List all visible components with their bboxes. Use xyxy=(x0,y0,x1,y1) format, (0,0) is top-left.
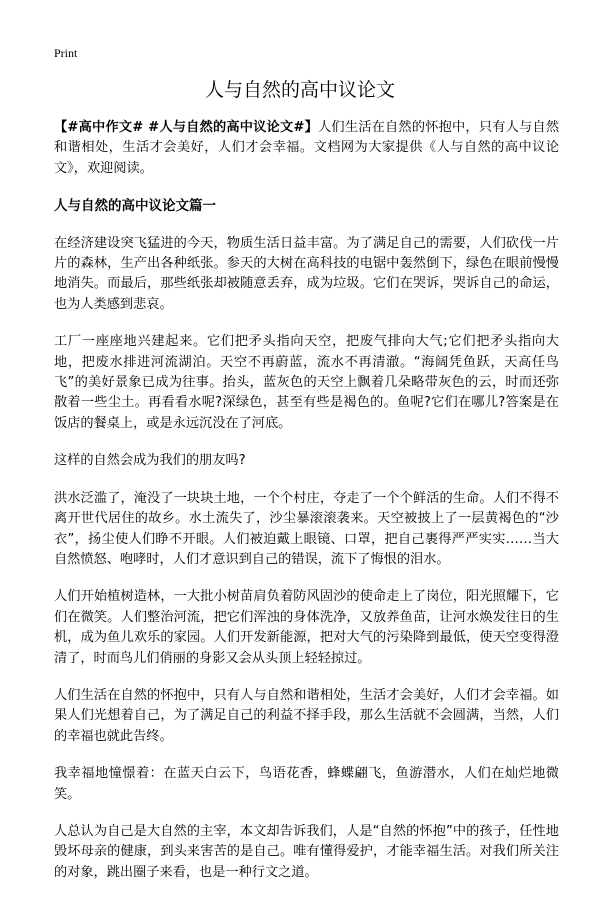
body-paragraph-7: 我幸福地憧憬着：在蓝天白云下，鸟语花香，蜂蝶翩飞，鱼游潜水，人们在灿烂地微笑。 xyxy=(54,766,559,802)
intro-tags: 【#高中作文# #人与自然的高中议论文#】 xyxy=(54,120,319,135)
body-paragraph-5: 人们开始植树造林，一大批小树苗肩负着防风固沙的使命走上了岗位，阳光照耀下，它们在微笑。人们整治河流，把它们浑浊的身体洗净，又放养鱼苗，让河水焕发往日的生机，成为鱼儿欢乐的家园。人们开发新能源，把对大气的污染降到最低，使天空变得澄清了，时而鸟儿们俏丽的身影又会从头顶上轻轻掠过。 xyxy=(54,589,559,666)
intro-paragraph xyxy=(54,118,559,179)
body-paragraph-8: 人总认为自己是大自然的主宰，本文却告诉我们，人是“自然的怀抱”中的孩子，任性地毁坏母亲的健康，到头来害苦的是自己。唯有懂得爱护，才能幸福生活。对我们所关注的对象，跳出圈子来看，也是一种行文之道。 xyxy=(54,823,559,880)
body-paragraph-1: 在经济建设突飞猛进的今天，物质生活日益丰富。为了满足自己的需要，人们砍伐一片片的森林，生产出各种纸张。参天的大树在高科技的电锯中轰然倒下，绿色在眼前慢慢地消失。而最后，那些纸张却被随意丢弃，成为垃圾。它们在哭诉，哭诉自己的命运，也为人类感到悲哀。 xyxy=(54,235,559,312)
print-label: Print xyxy=(54,46,78,60)
body-paragraph-2: 工厂一座座地兴建起来。它们把矛头指向天空，把废气排向大气;它们把矛头指向大地，把废水排进河流湖泊。天空不再蔚蓝，流水不再清澈。“海阔凭鱼跃，天高任鸟飞”的美好景象已成为往事。抬头，蓝灰色的天空上飘着几朵略带灰色的云，时而还弥散着一些尘土。再看看水呢?深绿色，甚至有些是褐色的。鱼呢?它们在哪儿?答案是在饭店的餐桌上，或是永远沉没在了河底。 xyxy=(54,334,559,431)
page-title: 人与自然的高中议论文 xyxy=(204,79,395,101)
body-paragraph-4: 洪水泛滥了，淹没了一块块土地，一个个村庄，夺走了一个个鲜活的生命。人们不得不离开世代居住的故乡。水土流失了，沙尘暴滚滚袭来。天空被披上了一层黄褐色的“沙衣”，扬尘使人们睁不开眼。人们被迫戴上眼镜、口罩，把自己裹得严严实实……当大自然愤怒、咆哮时，人们才意识到自己的错误，流下了悔恨的泪水。 xyxy=(54,490,559,567)
intro-text: 人们生活在自然的怀抱中，只有人与自然和谐相处，生活才会美好，人们才会幸福。文档网为大家提供《人与自然的高中议论文》，欢迎阅读。 xyxy=(54,120,560,176)
body-paragraph-3: 这样的自然会成为我们的朋友吗? xyxy=(54,453,246,469)
body-paragraph-6: 人们生活在自然的怀抱中，只有人与自然和谐相处，生活才会美好，人们才会幸福。如果人们光想着自己，为了满足自己的利益不择手段，那么生活就不会圆满，当然，人们的幸福也就此告终。 xyxy=(54,687,559,744)
article-body xyxy=(54,118,559,900)
section-heading: 人与自然的高中议论文篇一 xyxy=(54,198,216,215)
